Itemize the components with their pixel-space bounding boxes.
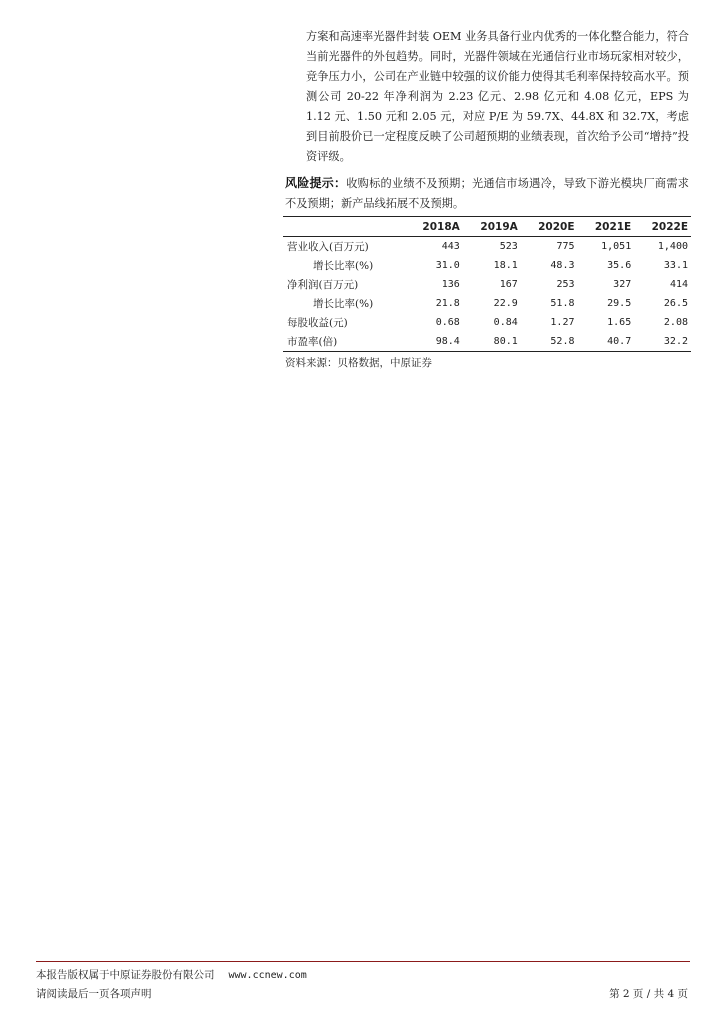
header-cell-2020e: 2020E xyxy=(538,220,575,233)
table-cell: 33.1 xyxy=(663,260,688,271)
footer-copyright-line xyxy=(36,967,307,982)
table-cell: 2.08 xyxy=(663,317,688,328)
row-label: 营业收入(百万元) xyxy=(287,241,369,253)
table-body xyxy=(283,237,691,352)
header-cell-2021e: 2021E xyxy=(594,220,632,233)
table-row-profit-growth xyxy=(283,294,691,313)
table-header-row xyxy=(283,217,691,237)
header-cell-2019a: 2019A xyxy=(480,220,518,233)
table-cell: 80.1 xyxy=(493,336,518,347)
table-cell: 414 xyxy=(669,279,688,290)
risk-section xyxy=(285,173,689,214)
table-cell: 51.8 xyxy=(550,298,575,309)
table-row-net-profit xyxy=(283,275,691,294)
table-source-note: 资料来源：贝格数据，中原证券 xyxy=(285,357,432,369)
row-label: 每股收益(元) xyxy=(287,317,348,329)
table-cell: 52.8 xyxy=(550,336,575,347)
table-cell: 167 xyxy=(499,279,518,290)
table-cell: 48.3 xyxy=(550,260,575,271)
table-cell: 98.4 xyxy=(435,336,460,347)
table-row-revenue-growth xyxy=(283,256,691,275)
risk-label: 风险提示： xyxy=(285,176,347,190)
table-cell: 327 xyxy=(613,279,632,290)
table-cell: 0.68 xyxy=(435,317,460,328)
table-cell: 1,400 xyxy=(657,241,688,252)
page-number: 第 2 页 / 共 4 页 xyxy=(609,988,688,1000)
table-cell: 775 xyxy=(556,241,575,252)
table-row-eps xyxy=(283,313,691,332)
header-cell-2022e: 2022E xyxy=(651,220,688,233)
footer-copyright: 本报告版权属于中原证券股份有限公司 xyxy=(36,969,215,981)
table-cell: 40.7 xyxy=(607,336,632,347)
table-cell: 136 xyxy=(441,279,460,290)
table-row-pe xyxy=(283,332,691,352)
table-cell: 1.65 xyxy=(607,317,632,328)
table-cell: 31.0 xyxy=(435,260,460,271)
table-cell: 253 xyxy=(556,279,575,290)
row-label: 增长比率(%) xyxy=(313,298,374,310)
table-cell: 35.6 xyxy=(607,260,632,271)
footer-disclaimer: 请阅读最后一页各项声明 xyxy=(36,988,152,1000)
intro-text: 方案和高速率光器件封装 OEM 业务具备行业内优秀的一体化整合能力，符合当前光器件的外包趋势。同时，光器件领域在光通信行业市场玩家相对较少，竞争压力小，公司在产业链中较强的议价能力使得其毛利率保持较高水平。预测公司 20-22 年净利润为 2.23 亿元、2.98 亿元和 4.08 亿元，EPS 为 1.12 元、1.50 元和 2.05 元，对应 P/E 为 59.7X、44.8X 和 32.7X，考虑到目前股价已一定程度反映了公司超预期的业绩表现，首次给予公司“增持”投资评级。 xyxy=(306,30,689,163)
row-label: 市盈率(倍) xyxy=(287,336,338,348)
footer-url-link[interactable]: www.ccnew.com xyxy=(228,970,307,981)
table-cell: 0.84 xyxy=(493,317,518,328)
table-cell: 1,051 xyxy=(601,241,632,252)
header-cell-blank xyxy=(283,217,405,237)
table-cell: 29.5 xyxy=(607,298,632,309)
table-cell: 22.9 xyxy=(493,298,518,309)
financial-forecast-table xyxy=(283,216,691,352)
table-cell: 523 xyxy=(499,241,518,252)
intro-paragraph xyxy=(306,27,689,167)
footer-divider xyxy=(36,961,690,962)
table-row-revenue xyxy=(283,237,691,257)
table-cell: 1.27 xyxy=(550,317,575,328)
table-cell: 21.8 xyxy=(435,298,460,309)
header-cell-2018a: 2018A xyxy=(422,220,460,233)
table-cell: 18.1 xyxy=(493,260,518,271)
risk-text: 收购标的业绩不及预期；光通信市场遇冷，导致下游光模块厂商需求不及预期；新产品线拓展不及预期。 xyxy=(285,177,689,210)
row-label: 增长比率(%) xyxy=(313,260,374,272)
table-cell: 32.2 xyxy=(663,336,688,347)
table-cell: 26.5 xyxy=(663,298,688,309)
table-cell: 443 xyxy=(441,241,460,252)
row-label: 净利润(百万元) xyxy=(287,279,359,291)
table-header xyxy=(283,217,691,237)
